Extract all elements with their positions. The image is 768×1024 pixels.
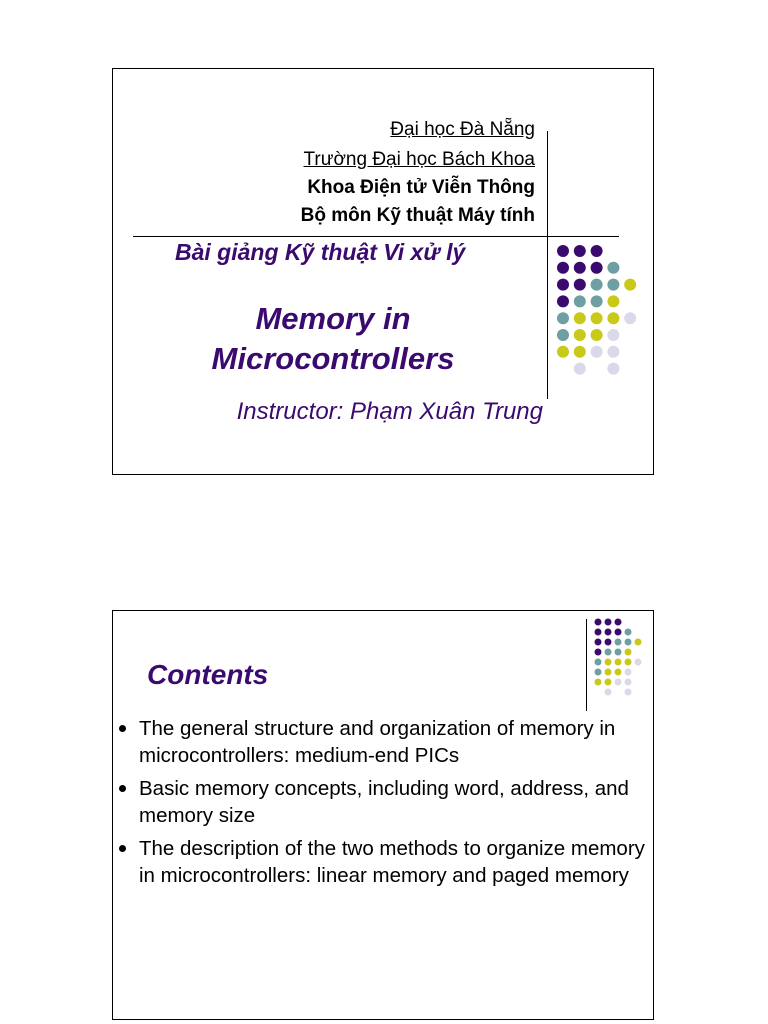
- decorative-dot-grid: [553, 244, 643, 384]
- decorative-dot: [591, 295, 603, 307]
- decorative-dot: [557, 346, 569, 358]
- bullet-text: Basic memory concepts, including word, address, and memory size: [139, 777, 629, 827]
- divider-vertical: [586, 619, 587, 711]
- decorative-dot: [615, 649, 622, 656]
- decorative-dot: [615, 669, 622, 676]
- decorative-dot: [607, 262, 619, 274]
- decorative-dot: [615, 659, 622, 666]
- bullet-dot-icon: [119, 785, 126, 792]
- divider-vertical: [547, 131, 548, 399]
- decorative-dot: [595, 659, 602, 666]
- decorative-dot: [607, 279, 619, 291]
- decorative-dot: [591, 329, 603, 341]
- department-name: Bộ môn Kỹ thuật Máy tính: [300, 205, 535, 226]
- decorative-dot: [607, 363, 619, 375]
- decorative-dot: [557, 245, 569, 257]
- decorative-dot: [615, 629, 622, 636]
- decorative-dot: [625, 639, 632, 646]
- decorative-dot: [605, 639, 612, 646]
- slide-title: [112, 68, 654, 475]
- decorative-dot: [595, 669, 602, 676]
- decorative-dot: [625, 679, 632, 686]
- decorative-dot: [605, 659, 612, 666]
- course-name: Bài giảng Kỹ thuật Vi xử lý: [175, 239, 466, 265]
- decorative-dot: [607, 329, 619, 341]
- decorative-dot: [624, 312, 636, 324]
- decorative-dot: [615, 639, 622, 646]
- decorative-dot: [615, 679, 622, 686]
- bullet-dot-icon: [119, 725, 126, 732]
- decorative-dot: [574, 295, 586, 307]
- bullet-dot-icon: [119, 845, 126, 852]
- decorative-dot: [591, 346, 603, 358]
- decorative-dot: [591, 312, 603, 324]
- decorative-dot: [624, 279, 636, 291]
- decorative-dot: [605, 619, 612, 626]
- decorative-dot: [607, 346, 619, 358]
- decorative-dot: [574, 329, 586, 341]
- bullet-item: [113, 775, 655, 829]
- bullet-list: [113, 715, 655, 895]
- bullet-text: The description of the two methods to organize memory in microcontrollers: linear memory and paged memory: [139, 837, 645, 887]
- decorative-dot: [595, 629, 602, 636]
- decorative-dot: [635, 659, 642, 666]
- decorative-dot: [574, 363, 586, 375]
- decorative-dot: [557, 329, 569, 341]
- decorative-dot: [591, 262, 603, 274]
- decorative-dot: [625, 669, 632, 676]
- faculty-name: Khoa Điện tử Viễn Thông: [307, 177, 535, 198]
- university-name: Đại học Đà Nẵng: [390, 119, 535, 140]
- decorative-dot: [625, 629, 632, 636]
- decorative-dot: [625, 649, 632, 656]
- decorative-dot: [557, 312, 569, 324]
- decorative-dot: [557, 295, 569, 307]
- decorative-dot-grid: [593, 617, 653, 701]
- decorative-dot: [605, 669, 612, 676]
- slide-contents: [112, 610, 654, 1020]
- decorative-dot: [605, 649, 612, 656]
- decorative-dot: [615, 619, 622, 626]
- decorative-dot: [591, 245, 603, 257]
- decorative-dot: [607, 295, 619, 307]
- decorative-dot: [557, 279, 569, 291]
- decorative-dot: [595, 639, 602, 646]
- bullet-item: [113, 835, 655, 889]
- decorative-dot: [607, 312, 619, 324]
- decorative-dot: [625, 659, 632, 666]
- decorative-dot: [574, 279, 586, 291]
- decorative-dot: [605, 679, 612, 686]
- decorative-dot: [605, 689, 612, 696]
- decorative-dot: [595, 649, 602, 656]
- decorative-dot: [574, 312, 586, 324]
- slide-heading: Contents: [147, 659, 269, 690]
- decorative-dot: [574, 262, 586, 274]
- decorative-dot: [605, 629, 612, 636]
- bullet-item: [113, 715, 655, 769]
- college-name: Trường Đại học Bách Khoa: [303, 149, 535, 170]
- decorative-dot: [595, 679, 602, 686]
- slide-title-text: Memory in Microcontrollers: [211, 301, 455, 376]
- instructor-name: Instructor: Phạm Xuân Trung: [236, 398, 543, 425]
- decorative-dot: [557, 262, 569, 274]
- divider-horizontal: [133, 236, 619, 237]
- decorative-dot: [595, 619, 602, 626]
- decorative-dot: [574, 245, 586, 257]
- bullet-text: The general structure and organization of memory in microcontrollers: medium-end PICs: [139, 717, 616, 767]
- decorative-dot: [635, 639, 642, 646]
- decorative-dot: [574, 346, 586, 358]
- decorative-dot: [591, 279, 603, 291]
- decorative-dot: [625, 689, 632, 696]
